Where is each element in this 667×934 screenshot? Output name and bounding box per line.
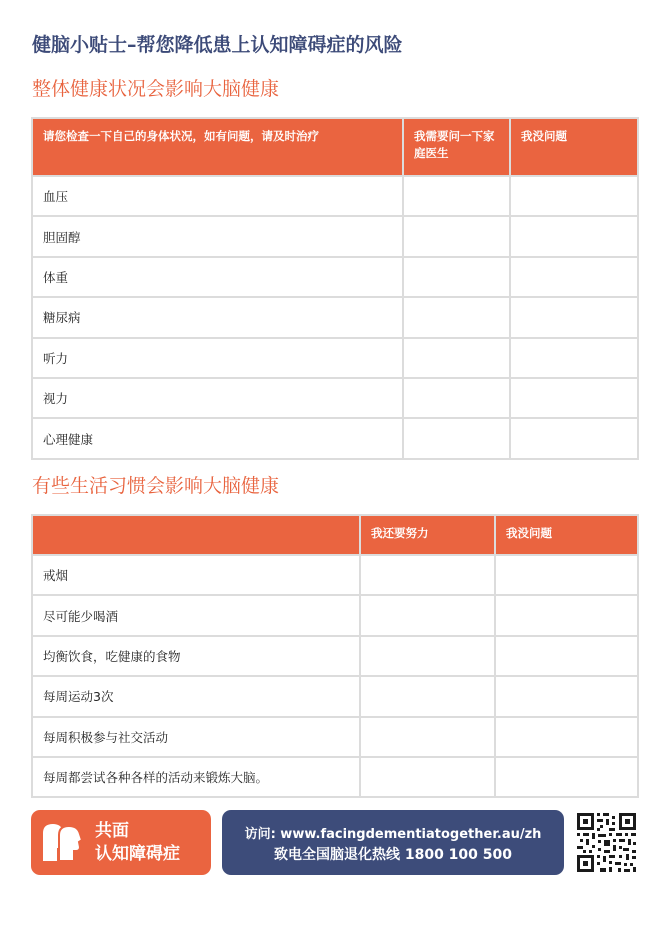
column-header-no-problem: 我没问题: [495, 515, 638, 555]
table-row: [32, 216, 638, 256]
page-title: 健脑小贴士–帮您降低患上认知障碍症的风险: [32, 34, 403, 56]
website-link[interactable]: 访问: www.facingdementiatogether.au/zh: [244, 827, 542, 842]
column-header-keep-trying: 我还要努力: [360, 515, 495, 555]
section-title-health: 整体健康状况会影响大脑健康: [32, 78, 280, 100]
table-row: [32, 297, 638, 337]
table-row: [32, 636, 638, 676]
row-label: 戒烟: [32, 555, 360, 595]
row-label: 每周运动3次: [32, 676, 360, 716]
row-label: 每周都尝试各种各样的活动来锻炼大脑。: [32, 757, 360, 797]
table-row: [32, 717, 638, 757]
lifestyle-checklist-table: [31, 514, 639, 798]
brand-name-line1: 共面: [95, 821, 129, 841]
row-label: 体重: [32, 257, 403, 297]
checkbox-cell[interactable]: [403, 257, 510, 297]
column-header-instruction: 请您检查一下自己的身体状况，如有问题，请及时治疗: [32, 118, 403, 176]
column-header-ask-doctor: 我需要问一下家庭医生: [403, 118, 510, 176]
health-checklist-table: [31, 117, 639, 460]
checkbox-cell[interactable]: [495, 636, 638, 676]
checkbox-cell[interactable]: [360, 717, 495, 757]
row-label: 胆固醇: [32, 216, 403, 256]
checkbox-cell[interactable]: [495, 717, 638, 757]
checkbox-cell[interactable]: [360, 555, 495, 595]
checkbox-cell[interactable]: [403, 297, 510, 337]
checkbox-cell[interactable]: [510, 216, 638, 256]
table-row: [32, 378, 638, 418]
checkbox-cell[interactable]: [510, 338, 638, 378]
brand-name-line2: 认知障碍症: [95, 844, 180, 864]
section-title-lifestyle: 有些生活习惯会影响大脑健康: [32, 475, 280, 497]
table-row: [32, 595, 638, 635]
hotline-text: 致电全国脑退化热线 1800 100 500: [273, 847, 513, 863]
brand-logo-text: [95, 820, 180, 866]
row-label: 每周积极参与社交活动: [32, 717, 360, 757]
checkbox-cell[interactable]: [360, 676, 495, 716]
checkbox-cell[interactable]: [495, 555, 638, 595]
table-row: [32, 257, 638, 297]
row-label: 视力: [32, 378, 403, 418]
contact-info-banner: [222, 810, 564, 875]
checkbox-cell[interactable]: [510, 176, 638, 216]
table-row: [32, 176, 638, 216]
table-row: [32, 338, 638, 378]
checkbox-cell[interactable]: [510, 378, 638, 418]
qr-code-icon[interactable]: [576, 812, 637, 873]
row-label: 均衡饮食，吃健康的食物: [32, 636, 360, 676]
checkbox-cell[interactable]: [510, 257, 638, 297]
table-row: [32, 676, 638, 716]
table-row: [32, 418, 638, 458]
brand-logo-banner: [31, 810, 211, 875]
checkbox-cell[interactable]: [495, 595, 638, 635]
row-label: 糖尿病: [32, 297, 403, 337]
table-row: [32, 757, 638, 797]
row-label: 血压: [32, 176, 403, 216]
checkbox-cell[interactable]: [403, 216, 510, 256]
table-header-row: [32, 118, 638, 176]
checkbox-cell[interactable]: [495, 757, 638, 797]
checkbox-cell[interactable]: [360, 757, 495, 797]
checkbox-cell[interactable]: [360, 636, 495, 676]
checkbox-cell[interactable]: [403, 176, 510, 216]
checkbox-cell[interactable]: [495, 676, 638, 716]
column-header-no-problem: 我没问题: [510, 118, 638, 176]
column-header-blank: [32, 515, 360, 555]
table-header-row: [32, 515, 638, 555]
face-profile-logo-icon: [39, 821, 85, 865]
checkbox-cell[interactable]: [403, 378, 510, 418]
checkbox-cell[interactable]: [403, 338, 510, 378]
row-label: 心理健康: [32, 418, 403, 458]
checkbox-cell[interactable]: [360, 595, 495, 635]
table-row: [32, 555, 638, 595]
row-label: 尽可能少喝酒: [32, 595, 360, 635]
checkbox-cell[interactable]: [403, 418, 510, 458]
checkbox-cell[interactable]: [510, 418, 638, 458]
row-label: 听力: [32, 338, 403, 378]
checkbox-cell[interactable]: [510, 297, 638, 337]
